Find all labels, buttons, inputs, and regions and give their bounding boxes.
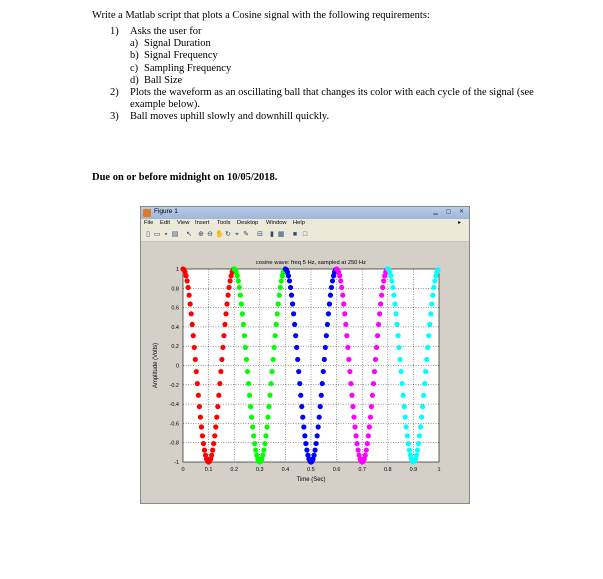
data-point [326,311,331,316]
data-point [403,415,408,420]
data-point [397,357,402,362]
menu-tools[interactable]: Tools [217,220,231,226]
data-point [211,441,216,446]
data-point [183,273,188,278]
y-tick-label: 0.8 [171,286,179,293]
data-point [404,424,409,429]
requirement-number: 3) [110,111,119,123]
data-point [378,301,383,306]
data-point [271,357,276,362]
data-point [330,278,335,283]
data-point [268,381,273,386]
data-point [304,447,309,452]
y-tick-label: 1 [175,267,179,273]
data-point [422,381,427,386]
data-point [235,273,240,278]
data-point [349,393,354,398]
data-point [189,311,194,316]
x-tick-label: 0.8 [383,467,392,473]
data-point [214,415,219,420]
data-point [279,278,284,283]
data-point [249,415,254,420]
data-point [293,333,298,338]
requirement-2 [110,87,550,111]
data-point [240,311,245,316]
data-point [317,415,322,420]
data-point [418,424,423,429]
data-point [253,447,258,452]
data-point [389,278,394,283]
data-point [261,447,266,452]
data-point [236,278,241,283]
data-point [288,285,293,290]
data-point [388,273,393,278]
data-point [216,393,221,398]
y-tick-label: 0.2 [171,344,179,351]
data-point [223,311,228,316]
menu-bar [141,219,469,229]
data-point [273,333,278,338]
data-point [312,447,317,452]
sub-item-letter: a) [130,38,139,50]
data-point [242,333,247,338]
data-point [292,322,297,327]
requirement-3 [110,111,550,123]
show-tools-icon[interactable]: □ [302,231,308,238]
data-point [187,293,192,298]
data-point [425,345,430,350]
sub-item-text: Signal Frequency [144,50,218,62]
data-point [213,424,218,429]
data-point [239,301,244,306]
data-point [346,357,351,362]
data-point [364,447,369,452]
data-point [401,393,406,398]
data-point [224,301,229,306]
requirement-number: 2) [110,87,119,99]
data-point [429,301,434,306]
data-point [353,433,358,438]
chart-title: cosine wave: freq 5 Hz, sampled at 250 Hz [255,260,367,266]
data-point [325,322,330,327]
data-point [221,333,226,338]
data-point [370,393,375,398]
data-point [435,267,440,272]
x-tick-label: 0.5 [307,467,315,473]
y-tick-label: -0.2 [169,382,179,389]
data-point [402,404,407,409]
data-point [351,415,356,420]
data-point [244,357,249,362]
data-point [428,311,433,316]
data-point [197,404,202,409]
data-point [215,404,220,409]
menu-window[interactable]: Window [266,220,287,226]
data-point [338,278,343,283]
data-point [272,345,277,350]
data-point [195,381,200,386]
data-point [237,285,242,290]
data-point [323,345,328,350]
y-tick-label: 0.6 [171,305,179,312]
data-point [248,404,253,409]
data-point [427,322,432,327]
sub-requirements-list [130,38,550,87]
data-point [265,415,270,420]
data-point [222,322,227,327]
data-point [301,424,306,429]
menu-view[interactable]: View [177,220,190,226]
menu-edit[interactable]: Edit [160,220,170,226]
data-point [345,345,350,350]
data-point [368,415,373,420]
open-icon[interactable]: ▭ [153,231,161,238]
data-point [316,424,321,429]
title-bar[interactable] [141,207,469,219]
data-point [417,433,422,438]
x-tick-label: 0.9 [409,467,418,473]
data-point [298,393,303,398]
data-point [373,357,378,362]
data-point [196,393,201,398]
menu-file[interactable]: File [144,220,154,226]
data-point [414,453,419,458]
data-point [374,345,379,350]
data-point [315,433,320,438]
save-icon[interactable]: ▪ [164,231,168,238]
data-point [354,441,359,446]
data-point [343,322,348,327]
data-point [266,404,271,409]
data-point [406,441,411,446]
sub-item-text: Ball Size [144,74,183,86]
requirement-text: Plots the waveform as an oscillating ball that changes its color with each cycle of the signal (see example below). [130,87,534,111]
due-date: Due on or before midnight on 10/05/2018. [92,172,278,183]
close-icon[interactable]: ✕ [458,209,465,215]
data-point [340,293,345,298]
data-point [432,278,437,283]
data-point [226,285,231,290]
data-point [186,285,191,290]
requirement-number: 1) [110,26,119,37]
data-point [200,433,205,438]
data-point [377,311,382,316]
data-point [267,393,272,398]
requirement-1 [110,26,550,87]
rotate-icon[interactable]: ↻ [225,231,231,238]
data-point [415,447,420,452]
data-point [424,357,429,362]
zoom-in-icon[interactable]: ⊕ [198,231,204,238]
new-icon[interactable]: ▯ [146,231,150,238]
matlab-figure-window [140,206,470,504]
data-point [344,333,349,338]
data-point [201,441,206,446]
y-tick-label: 0.4 [171,324,179,331]
data-point [199,424,204,429]
data-point [372,369,377,374]
x-tick-label: 0 [181,467,185,473]
data-point [329,285,334,290]
data-point [356,447,361,452]
data-point [228,278,233,283]
data-point [238,293,243,298]
data-point [423,369,428,374]
data-point [380,285,385,290]
data-point [352,424,357,429]
colorbar-icon[interactable]: ▮ [270,231,274,238]
data-point [421,393,426,398]
sub-item-b [130,50,550,62]
minimize-icon[interactable]: ▁ [433,209,438,215]
legend-icon[interactable]: ▦ [277,231,285,238]
y-tick-label: -0.4 [169,402,179,409]
data-point [294,345,299,350]
data-point [275,311,280,316]
data-point [321,369,326,374]
data-point [190,322,195,327]
data-point [302,433,307,438]
data-point [395,333,400,338]
data-point [342,311,347,316]
menu-insert[interactable]: Insert [195,220,210,226]
zoom-out-icon[interactable]: ⊖ [207,231,213,238]
data-point [431,285,436,290]
data-point [399,369,404,374]
print-icon[interactable]: ▤ [171,231,179,238]
data-point [277,293,282,298]
menu-overflow-icon[interactable]: ▸ [458,220,461,226]
sub-item-d [130,75,550,87]
data-point [241,322,246,327]
data-point [251,433,256,438]
data-point [303,441,308,446]
data-point [375,333,380,338]
sub-item-a [130,38,550,50]
data-point [192,345,197,350]
data-point [220,345,225,350]
data-point [419,415,424,420]
data-point [295,357,300,362]
data-point [289,293,294,298]
intro-text: Write a Matlab script that plots a Cosine signal with the following requirements: [92,10,430,21]
data-point [391,293,396,298]
x-tick-label: 0.4 [281,467,290,473]
data-point [376,322,381,327]
link-icon[interactable]: ⊟ [257,231,263,238]
data-point [276,301,281,306]
data-point [348,381,353,386]
data-point [193,357,198,362]
menu-desktop[interactable]: Desktop [237,220,259,226]
data-point [247,393,252,398]
data-point [262,441,267,446]
data-point [366,433,371,438]
data-point [299,404,304,409]
data-point [394,322,399,327]
datacursor-icon[interactable]: ⌖ [235,231,239,238]
data-point [225,293,230,298]
data-point [381,278,386,283]
data-point [250,424,255,429]
hide-tools-icon[interactable]: ■ [292,231,298,238]
data-point [210,447,215,452]
data-point [202,447,207,452]
y-tick-label: -0.8 [169,440,179,447]
sub-item-text: Sampling Frequency [144,62,232,74]
data-point [318,404,323,409]
data-point [218,369,223,374]
x-tick-label: 0.1 [204,467,213,473]
data-point [337,273,342,278]
data-point [347,369,352,374]
data-point [188,301,193,306]
data-point [430,293,435,298]
data-point [290,301,295,306]
data-point [184,278,189,283]
data-point [296,369,301,374]
requirements-list [110,26,550,124]
sub-item-letter: d) [130,74,139,86]
data-point [300,415,305,420]
data-point [286,273,291,278]
data-point [269,369,274,374]
y-tick-label: -0.6 [169,421,179,428]
data-point [390,285,395,290]
data-point [341,301,346,306]
x-tick-label: 0.3 [255,467,264,473]
data-point [350,404,355,409]
menu-help[interactable]: Help [293,220,305,226]
data-point [252,441,257,446]
data-point [322,357,327,362]
data-point [263,433,268,438]
requirement-text: Ball moves uphill slowly and downhill quickly. [130,111,330,123]
data-point [198,415,203,420]
data-point [426,333,431,338]
x-tick-label: 1 [437,467,441,473]
data-point [314,441,319,446]
data-point [420,404,425,409]
y-tick-label: -1 [174,460,179,466]
data-point [274,322,279,327]
data-point [407,447,412,452]
x-tick-label: 0.6 [332,467,341,473]
data-point [327,301,332,306]
data-point [264,424,269,429]
data-point [297,381,302,386]
data-point [243,345,248,350]
sub-item-letter: b) [130,50,139,62]
data-point [396,345,401,350]
data-point [311,453,316,458]
data-point [371,381,376,386]
requirement-text: Asks the user for [130,26,202,37]
data-point [209,453,214,458]
window-title: Figure 1 [154,208,178,215]
data-point [287,278,292,283]
data-point [291,311,296,316]
data-point [405,433,410,438]
data-point [194,369,199,374]
data-point [369,404,374,409]
sub-item-text: Signal Duration [144,38,211,50]
x-tick-label: 0.7 [358,467,367,473]
sub-item-letter: c) [130,62,139,74]
data-point [365,441,370,446]
data-point [219,357,224,362]
matlab-logo-icon [143,209,151,217]
data-point [379,293,384,298]
data-point [212,433,217,438]
y-axis-label: Amplitude (Volts) [153,342,159,389]
data-point [191,333,196,338]
data-point [367,424,372,429]
data-point [320,381,325,386]
data-point [400,381,405,386]
cosine-plot [141,242,469,503]
data-point [319,393,324,398]
data-point [245,369,250,374]
pan-icon[interactable]: ✋ [215,231,224,238]
data-point [363,453,368,458]
data-point [260,453,265,458]
data-point [324,333,329,338]
maximize-icon[interactable]: ▢ [445,209,452,215]
x-axis-label: Time (Sec) [296,477,326,483]
figure-toolbar [141,229,469,242]
data-point [328,293,333,298]
y-tick-label: 0 [175,363,179,370]
data-point [416,441,421,446]
x-tick-label: 0.2 [230,467,239,473]
data-point [217,381,222,386]
data-point [278,285,283,290]
data-point [246,381,251,386]
pointer-icon[interactable]: ↖ [186,231,192,238]
brush-icon[interactable]: ✎ [243,231,249,238]
data-point [339,285,344,290]
data-point [393,311,398,316]
data-point [392,301,397,306]
sub-item-c [130,63,550,75]
